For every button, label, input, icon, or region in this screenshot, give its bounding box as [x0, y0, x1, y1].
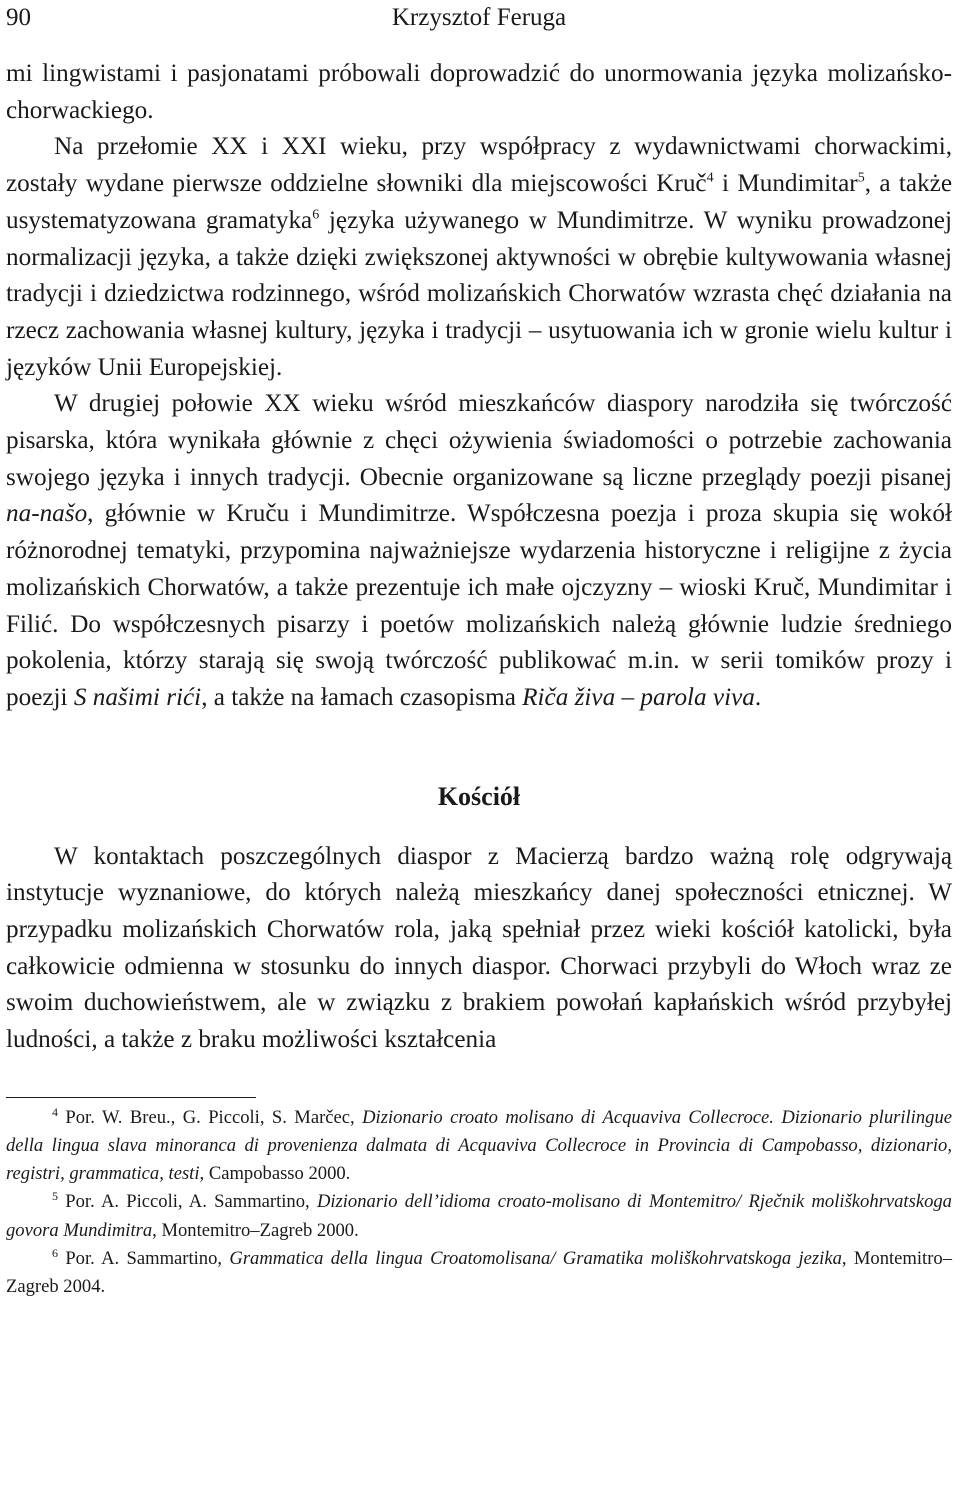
page-number: 90: [6, 4, 31, 31]
footnote-6: $^6$ Por. A. Sammartino, Grammatica della lingua Croatomolisana/ Gramatika moliškohrvatskoga jezika, Montemitro–Zagreb 2004.: [6, 1245, 952, 1298]
paragraph-dictionaries: Na przełomie XX i XXI wieku, przy współpracy z wydawnictwami chorwackimi, zostały wydane pierwsze oddzielne słowniki dla miejscowości Kruč$^4$ i Mundimitar$^5$, a także usystematyzowana gramatyka$^6$ języka używanego w Mundimitrze. W wyniku prowadzonej normalizacji języka, a także dzięki zwiększonej aktywności w obrębie kultywowania własnej tradycji i dziedzictwa rodzinnego, wśród molizańskich Chorwatów wzrasta chęć działania na rzecz zachowania własnej kultury, języka i tradycji – usytuowania ich w gronie wielu kultur i języków Unii Europejskiej.: [6, 133, 953, 381]
body-text: [6, 56, 952, 1059]
section-heading: Kościół: [437, 781, 521, 811]
footnotes: [6, 1104, 952, 1301]
footnote-ref-4[interactable]: 4: [706, 170, 714, 186]
paragraph-church: W kontaktach poszczególnych diaspor z Macierzą bardzo ważną rolę odgrywają instytucje wyznaniowe, do których należą mieszkańcy danej społeczności etnicznej. W przypadku molizańskich Chorwatów rola, jaką spełniał przez wieki kościół katolicki, była całkowicie odmienna w stosunku do innych diaspor. Chorwaci przybyli do Włoch wraz ze swoim duchowieństwem, ale w związku z brakiem powołań kapłańskich wśród przybyłej ludności, a także z braku możliwości kształcenia: [6, 842, 952, 1054]
footnote-divider: [6, 1097, 256, 1098]
footnote-5: $^5$ Por. A. Piccoli, A. Sammartino, Dizionario dell’idioma croato-molisano di Montemitro/ Rječnik moliškohrvatskoga govora Mundimitra, Montemitro–Zagreb 2000.: [6, 1189, 952, 1241]
paragraph-literature: W drugiej połowie XX wieku wśród mieszkańców diaspory narodziła się twórczość pisarska, która wynikała głównie z chęci ożywienia świadomości o potrzebie zachowania swojego języka i innych tradycji. Obecnie organizowane są liczne przeglądy poezji pisanej na-našo, głównie w Kruču i Mundimitrze. Współczesna poezja i proza skupia się wokół różnorodnej tematyki, przypomina najważniejsze wydarzenia historyczne i religijne z życia molizańskich Chorwatów, a także prezentuje ich małe ojczyzny – wioski Kruč, Mundimitar i Filić. Do współczesnych pisarzy i poetów molizańskich należą głównie ludzie średniego pokolenia, którzy starają się swoją twórczość publikować m.in. w serii tomików prozy i poezji S našimi rići, a także na łamach czasopisma Riča živa – parola viva.: [6, 390, 952, 711]
running-head: [6, 0, 952, 36]
paragraph-continued: mi lingwistami i pasjonatami próbowali doprowadzić do unormowania języka molizańsko-chorwackiego.: [6, 60, 952, 124]
footnote-ref-6[interactable]: 6: [312, 207, 320, 223]
footnote-ref-5[interactable]: 5: [857, 170, 865, 186]
running-title-author: Krzysztof Feruga: [391, 4, 567, 31]
footnote-4: $^4$ Por. W. Breu., G. Piccoli, S. Marčec, Dizionario croato molisano di Acquaviva Collecroce. Dizionario plurilingue della lingua slava minoranca di provenienza dalmata di Acquaviva Collecroce in Provincia di Campobasso, dizionario, registri, grammatica, testi, Campobasso 2000.: [6, 1104, 952, 1185]
document-page: [6, 0, 952, 1301]
